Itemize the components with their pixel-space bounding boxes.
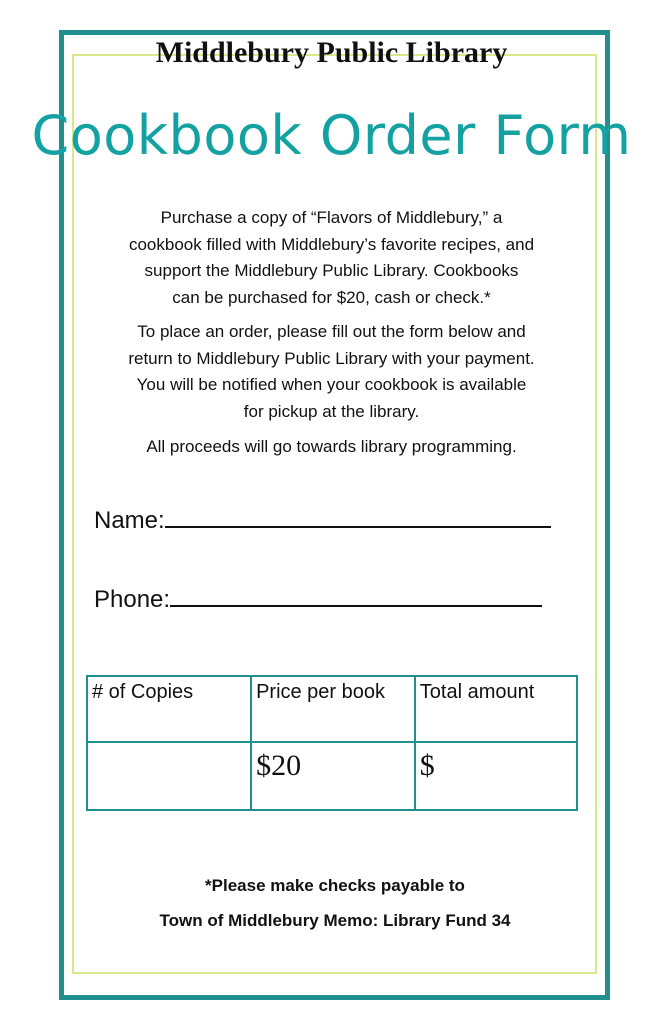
total-header: Total amount [415, 676, 577, 742]
price-cell: $20 [251, 742, 415, 810]
library-name-heading: Middlebury Public Library [155, 36, 508, 69]
intro-paragraph-2 [0, 319, 663, 425]
name-field[interactable] [94, 502, 551, 535]
intro-paragraph-3: All proceeds will go towards library programming. [146, 437, 517, 456]
phone-write-line[interactable] [170, 581, 542, 607]
intro-paragraph-1-line: can be purchased for $20, cash or check.* [172, 287, 491, 307]
intro-paragraph-1-line: Purchase a copy of “Flavors of Middlebury,” a [160, 208, 503, 227]
price-header: Price per book [251, 676, 415, 742]
intro-paragraph-2-line: To place an order, please fill out the form below and [137, 322, 526, 341]
order-table-header-row [87, 676, 577, 742]
copies-header: # of Copies [87, 676, 251, 742]
name-label: Name: [94, 507, 165, 534]
phone-label: Phone: [94, 586, 171, 613]
intro-paragraph-1-line: cookbook filled with Middlebury’s favorite recipes, and [128, 234, 535, 254]
copies-cell[interactable] [87, 742, 251, 810]
intro-paragraph-2-line: for pickup at the library. [243, 401, 420, 421]
order-table [86, 675, 578, 811]
payee-memo-note: Town of Middlebury Memo: Library Fund 34 [159, 911, 511, 930]
form-title: Cookbook Order Form [31, 104, 632, 167]
intro-paragraph-1-line: support the Middlebury Public Library. Cookbooks [144, 261, 519, 280]
intro-paragraph-2-line: return to Middlebury Public Library with your payment. [128, 348, 535, 368]
check-payable-note: *Please make checks payable to [205, 876, 465, 895]
name-write-line[interactable] [165, 502, 551, 528]
intro-paragraph-2-line: You will be notified when your cookbook is available [136, 375, 527, 394]
total-cell[interactable]: $ [415, 742, 577, 810]
intro-paragraph-1 [0, 205, 663, 311]
phone-field[interactable] [94, 581, 542, 614]
order-table-row [87, 742, 577, 810]
